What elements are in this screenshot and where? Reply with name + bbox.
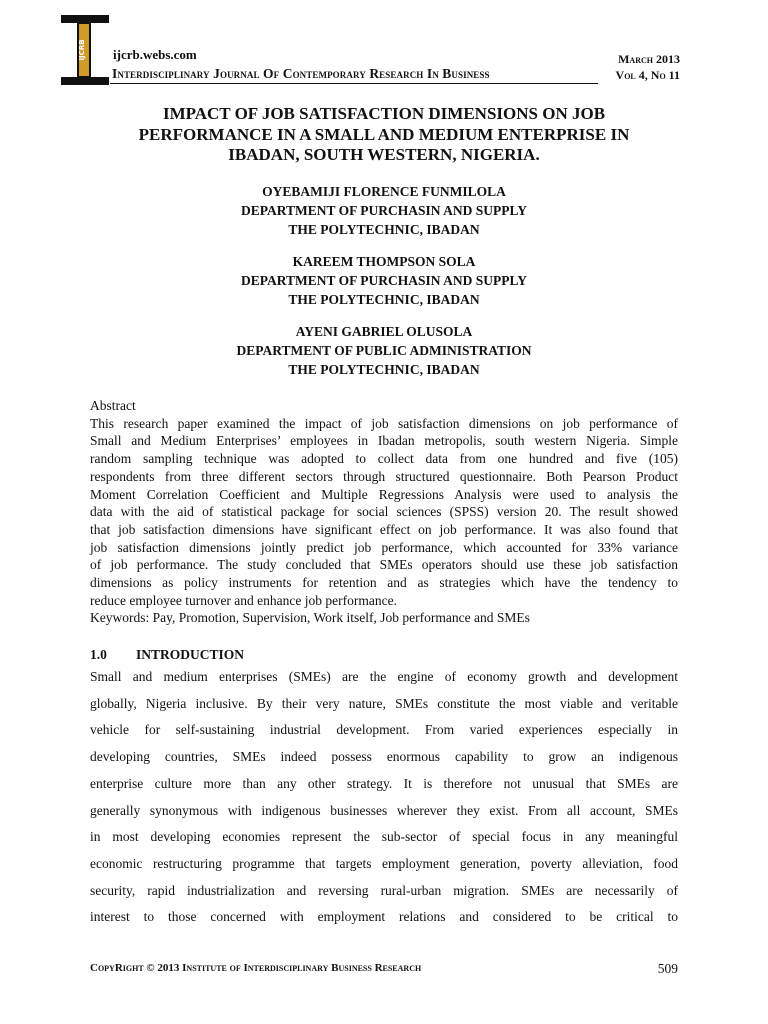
body-line: vehicle for self-sustaining industrial development. From varied experiences especially in — [90, 722, 678, 738]
author-name: OYEBAMIJI FLORENCE FUNMILOLA — [262, 184, 506, 199]
body-line: developing countries, SMEs indeed possess enormous capability to grow an indigenous — [90, 749, 678, 765]
body-line: interest to those concerned with employment relations and considered to be critical to — [90, 909, 678, 925]
issue-volume: Vol 4, No 11 — [615, 68, 680, 82]
issue-month: March 2013 — [618, 52, 680, 66]
author-name: KAREEM THOMPSON SOLA — [292, 254, 476, 269]
body-line: generally synonymous with indigenous businesses wherever they exist. From all account, SMEs — [90, 802, 678, 818]
author-department: DEPARTMENT OF PUBLIC ADMINISTRATION — [236, 343, 532, 358]
author-block — [90, 182, 678, 239]
title-line: IMPACT OF JOB SATISFACTION DIMENSIONS ON JOB — [162, 104, 606, 123]
header-rule — [110, 83, 598, 84]
body-line: economic restructuring programme that targets employment generation, poverty alleviation, food — [90, 855, 678, 871]
introduction-body — [90, 664, 678, 931]
author-name: AYENI GABRIEL OLUSOLA — [295, 324, 473, 339]
copyright-footer: CopyRight © 2013 Institute of Interdisciplinary Business Research — [90, 962, 422, 974]
body-line: globally, Nigeria inclusive. By their very nature, SMEs constitute the most viable and veritable — [90, 695, 678, 711]
abstract-line: job satisfaction dimensions jointly predict job performance, which accounted for 33% variance — [90, 539, 678, 555]
section-title: INTRODUCTION — [136, 647, 245, 662]
abstract-line: reduce employee turnover and enhance job performance. — [90, 592, 397, 608]
abstract-line: Moment Correlation Coefficient and Multiple Regressions Analysis were used to analysis the — [90, 486, 678, 502]
author-block — [90, 322, 678, 379]
abstract-line: Small and Medium Enterprises’ employees in Ibadan metropolis, south western Nigeria. Simple — [90, 433, 678, 449]
author-department: DEPARTMENT OF PURCHASIN AND SUPPLY — [240, 273, 528, 288]
abstract-line: respondents from three different sectors through structured questionnaire. Both Pearson Product — [90, 468, 678, 484]
body-line: Small and medium enterprises (SMEs) are the engine of economy growth and development — [90, 669, 678, 684]
keywords: Keywords: Pay, Promotion, Supervision, Work itself, Job performance and SMEs — [90, 610, 530, 626]
section-heading — [90, 647, 244, 663]
logo-text: IJCRB — [78, 39, 86, 61]
title-line: IBADAN, SOUTH WESTERN, NIGERIA. — [228, 145, 540, 164]
body-line: in most developing economies represent the sub-sector of special focus in any meaningful — [90, 829, 678, 845]
page-number: 509 — [657, 961, 678, 976]
author-department: DEPARTMENT OF PURCHASIN AND SUPPLY — [240, 203, 528, 218]
title-line: PERFORMANCE IN A SMALL AND MEDIUM ENTERPRISE IN — [138, 124, 630, 144]
body-line: enterprise culture more than any other strategy. It is therefore not unusual that SMEs are — [90, 775, 678, 791]
body-line: security, rapid industrialization and reversing rural-urban migration. SMEs are necessarily of — [90, 882, 678, 898]
abstract-line: of job performance. The study concluded that SMEs operators should use these job satisfaction — [90, 557, 678, 573]
author-list — [90, 182, 678, 392]
abstract-line: dimensions as policy instruments for retention and as strategies which have the tendency to — [90, 575, 678, 591]
paper-title — [90, 104, 678, 166]
abstract-line: data with the aid of statistical package for social sciences (SPSS) version 20. The result showed — [90, 504, 678, 520]
author-institution: THE POLYTECHNIC, IBADAN — [288, 362, 480, 377]
site-url: ijcrb.webs.com — [113, 47, 197, 62]
author-institution: THE POLYTECHNIC, IBADAN — [288, 222, 480, 237]
abstract — [90, 397, 678, 627]
abstract-line: random sampling technique was adopted to collect data from one hundred and five (105) — [90, 451, 678, 467]
journal-name: Interdisciplinary Journal Of Contemporary Research In Business — [112, 66, 490, 81]
journal-logo — [60, 14, 112, 86]
author-block — [90, 252, 678, 309]
author-institution: THE POLYTECHNIC, IBADAN — [288, 292, 480, 307]
abstract-heading: Abstract — [90, 398, 136, 413]
section-number: 1.0 — [90, 647, 107, 662]
abstract-line: This research paper examined the impact of job satisfaction dimensions on job performance of — [90, 415, 678, 431]
abstract-line: that job satisfaction dimensions have significant effect on job performance. It was also found that — [90, 521, 678, 537]
